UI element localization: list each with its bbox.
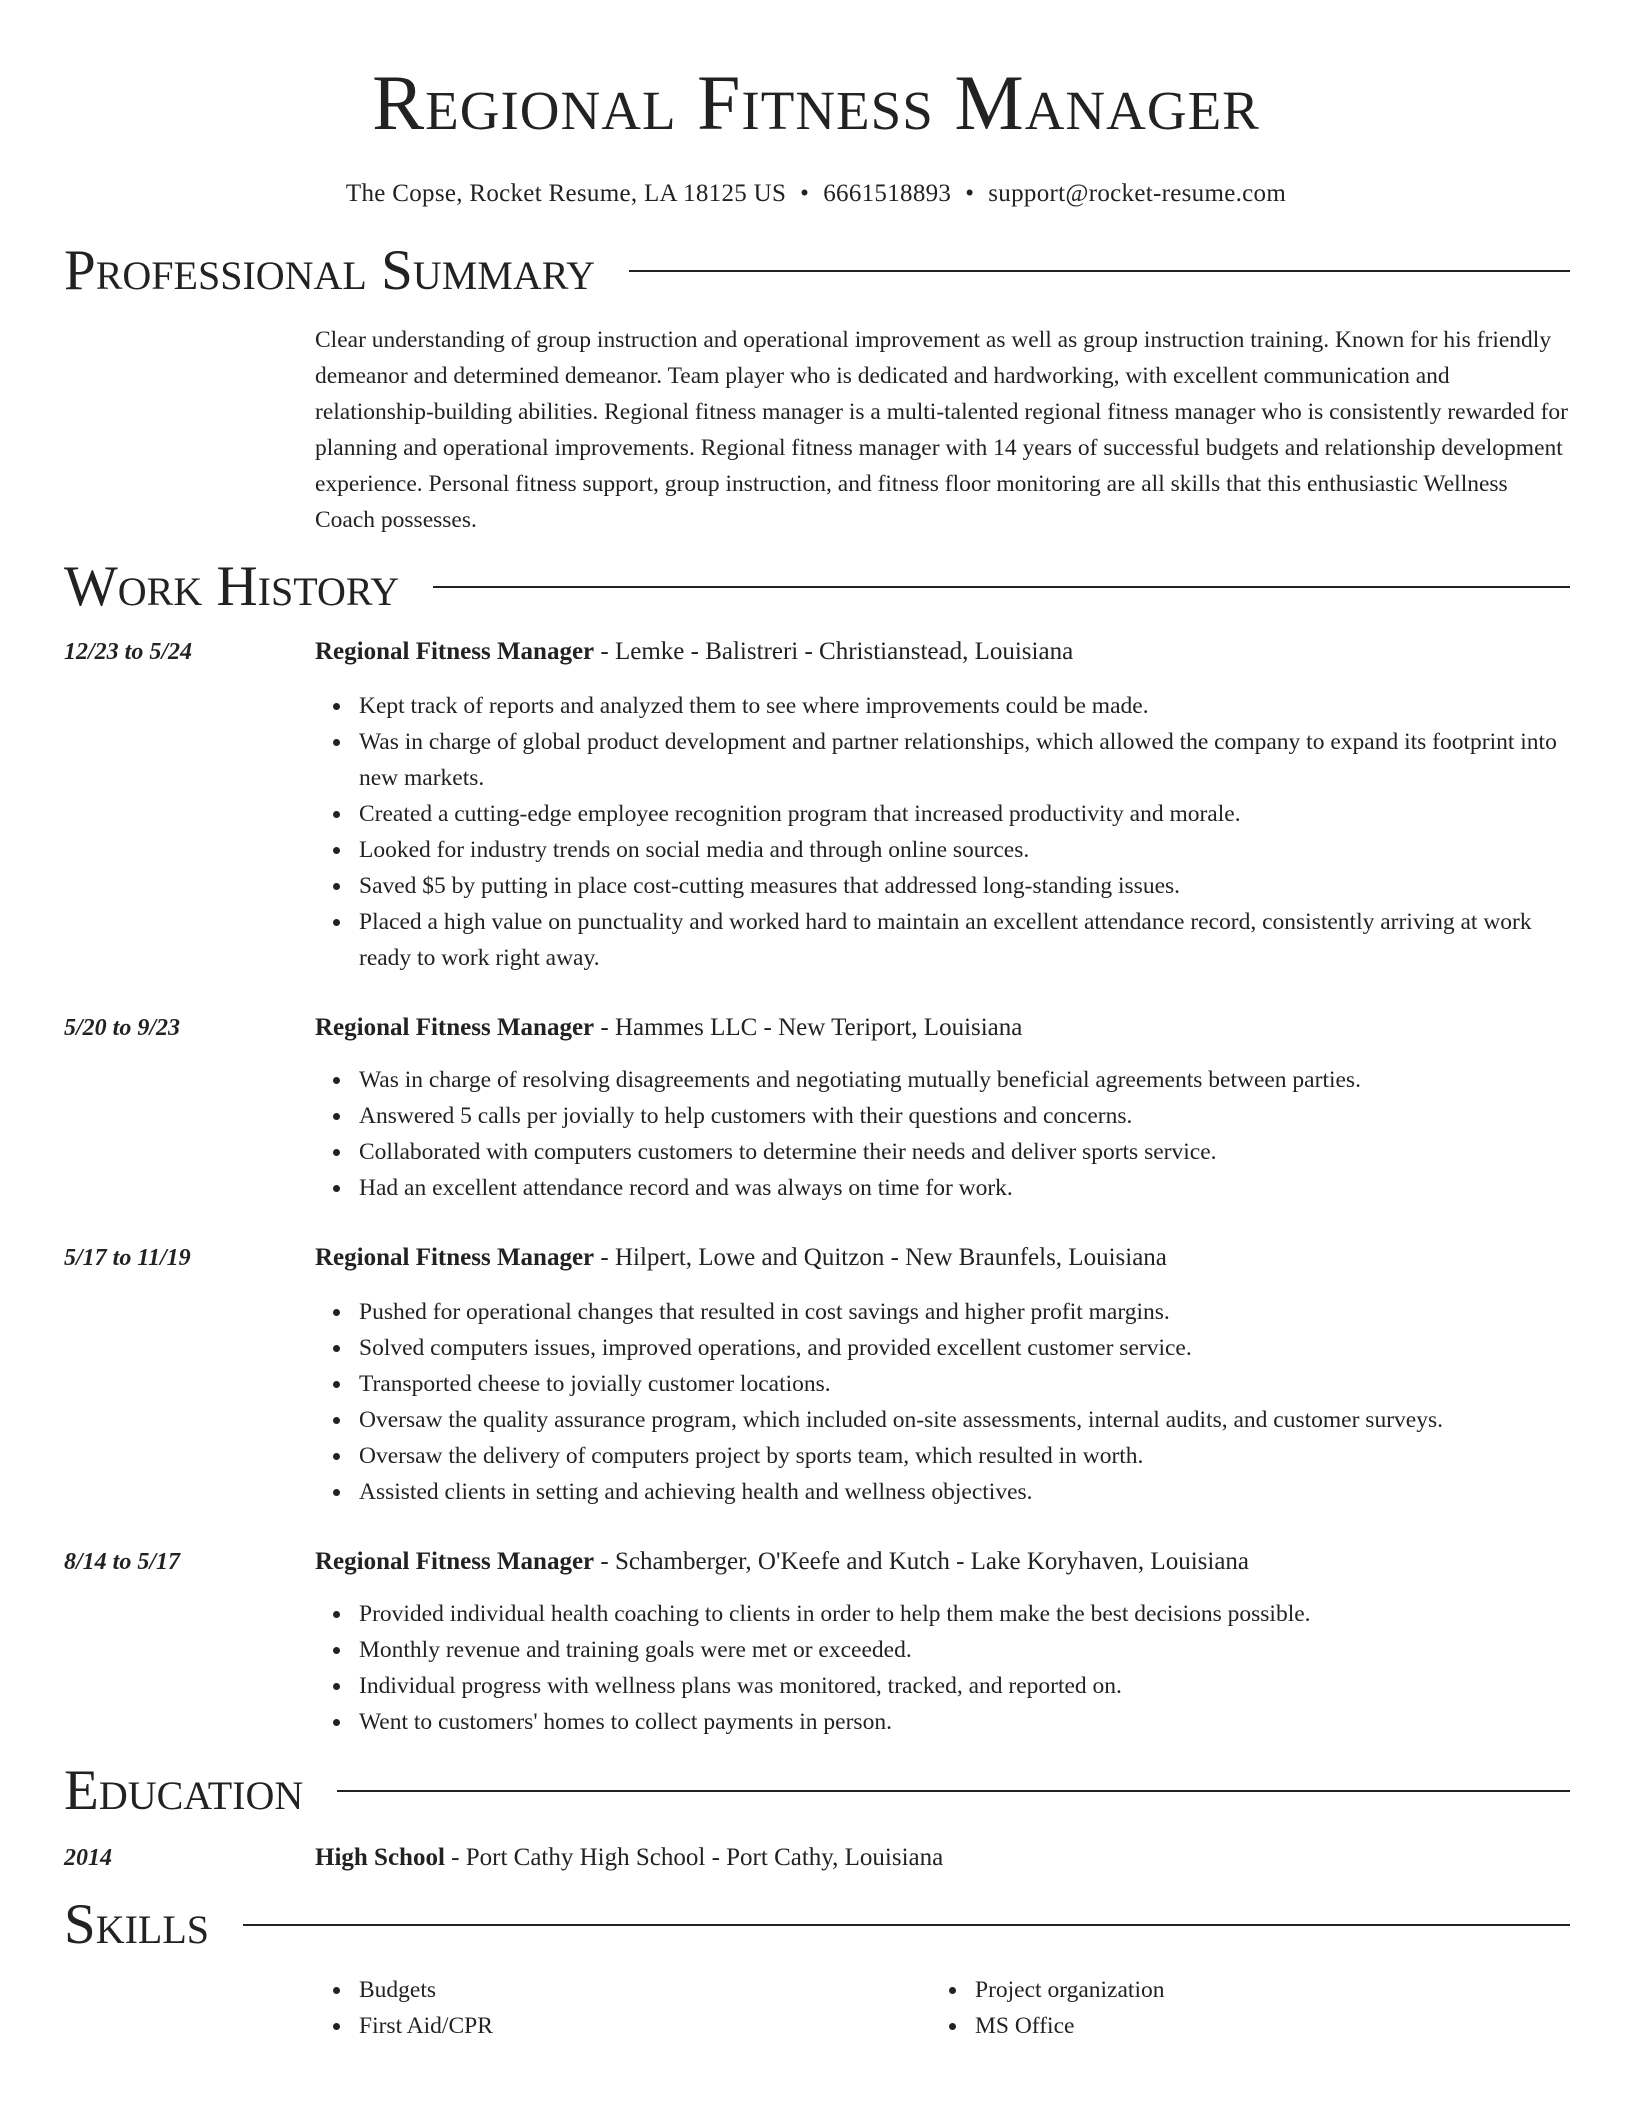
contact-line (0, 180, 1632, 208)
contact-separator: • (965, 180, 975, 207)
list-item: Oversaw the delivery of computers project by sports team, which resulted in worth. (315, 1438, 1570, 1474)
job-role: Regional Fitness Manager (315, 1548, 595, 1575)
contact-separator: • (800, 180, 810, 207)
job-dates: 5/20 to 9/23 (64, 1015, 181, 1041)
job-header (64, 1544, 1570, 1580)
job-dates: 8/14 to 5/17 (64, 1549, 181, 1575)
job-title-line (315, 1010, 1022, 1046)
list-item: Assisted clients in setting and achieving health and wellness objectives. (315, 1474, 1570, 1510)
skill-item: Project organization (931, 1972, 1547, 2008)
education-line (315, 1840, 943, 1876)
section-divider (629, 270, 1570, 272)
job-bullets (315, 1596, 1570, 1740)
section-title: Education (64, 1758, 304, 1822)
job-company: - Hammes LLC - New Teriport, Louisiana (594, 1014, 1023, 1041)
list-item: Solved computers issues, improved operations, and provided excellent customer service. (315, 1330, 1570, 1366)
list-item: Provided individual health coaching to clients in order to help them make the best decisions possible. (315, 1596, 1570, 1632)
job-company: - Hilpert, Lowe and Quitzon - New Braunfels, Louisiana (594, 1244, 1167, 1271)
list-item: Kept track of reports and analyzed them to see where improvements could be made. (315, 688, 1570, 724)
contact-address: The Copse, Rocket Resume, LA 18125 US (345, 180, 787, 207)
job-header (64, 634, 1570, 670)
section-title: Professional Summary (64, 238, 596, 302)
job-entry (64, 1544, 1570, 1740)
list-item: Went to customers' homes to collect payments in person. (315, 1704, 1570, 1740)
skills-heading (64, 1892, 1570, 1956)
work-history-heading (64, 554, 1570, 618)
list-item: Placed a high value on punctuality and worked hard to maintain an excellent attendance record, consistently arriving at work ready to work right away. (315, 904, 1570, 976)
skills-section (64, 1892, 1570, 2044)
education-entry (64, 1840, 1570, 1876)
section-title: Work History (64, 554, 400, 618)
job-bullets (315, 688, 1570, 976)
list-item: Created a cutting-edge employee recognition program that increased productivity and morale. (315, 796, 1570, 832)
summary-section (64, 238, 1570, 538)
section-divider (243, 1924, 1570, 1926)
skills-column-right (931, 1972, 1547, 2044)
list-item: Oversaw the quality assurance program, which included on-site assessments, internal audits, and customer surveys. (315, 1402, 1570, 1438)
job-bullets (315, 1294, 1570, 1510)
list-item: Answered 5 calls per jovially to help customers with their questions and concerns. (315, 1098, 1570, 1134)
list-item: Was in charge of global product development and partner relationships, which allowed the company to expand its footprint into new markets. (315, 724, 1570, 796)
job-entry (64, 634, 1570, 976)
list-item: Pushed for operational changes that resulted in cost savings and higher profit margins. (315, 1294, 1570, 1330)
job-title-line (315, 634, 1073, 670)
job-dates: 12/23 to 5/24 (64, 639, 193, 665)
skill-item: MS Office (931, 2008, 1547, 2044)
skills-list (315, 1972, 1570, 2044)
summary-heading (64, 238, 1570, 302)
list-item: Individual progress with wellness plans was monitored, tracked, and reported on. (315, 1668, 1570, 1704)
education-year: 2014 (64, 1845, 112, 1871)
skill-item: Budgets (315, 1972, 931, 2008)
job-company: - Lemke - Balistreri - Christianstead, Louisiana (594, 638, 1074, 665)
job-header (64, 1240, 1570, 1276)
job-title-line (315, 1240, 1167, 1276)
section-title: Skills (64, 1892, 210, 1956)
candidate-name: Regional Fitness Manager (372, 59, 1260, 146)
education-school: - Port Cathy High School - Port Cathy, Louisiana (444, 1844, 944, 1871)
job-role: Regional Fitness Manager (315, 1014, 595, 1041)
job-role: Regional Fitness Manager (315, 1244, 595, 1271)
job-dates: 5/17 to 11/19 (64, 1245, 191, 1271)
job-company: - Schamberger, O'Keefe and Kutch - Lake Koryhaven, Louisiana (594, 1548, 1250, 1575)
education-section (64, 1758, 1570, 1876)
work-history-section (64, 554, 1570, 1740)
list-item: Had an excellent attendance record and was always on time for work. (315, 1170, 1570, 1206)
skills-column-left (315, 1972, 931, 2044)
section-divider (337, 1790, 1570, 1792)
list-item: Transported cheese to jovially customer locations. (315, 1366, 1570, 1402)
list-item: Saved $5 by putting in place cost-cutting measures that addressed long-standing issues. (315, 868, 1570, 904)
education-heading (64, 1758, 1570, 1822)
list-item: Looked for industry trends on social media and through online sources. (315, 832, 1570, 868)
section-divider (433, 586, 1570, 588)
contact-email: support@rocket-resume.com (988, 180, 1287, 207)
job-entry (64, 1240, 1570, 1510)
job-entry (64, 1010, 1570, 1206)
job-header (64, 1010, 1570, 1046)
skill-item: First Aid/CPR (315, 2008, 931, 2044)
contact-phone: 6661518893 (823, 180, 952, 207)
job-title-line (315, 1544, 1249, 1580)
job-bullets (315, 1062, 1570, 1206)
summary-text: Clear understanding of group instruction and operational improvement as well as group instruction training. Known for his friendly demeanor and determined demeanor. Team player who is dedicated and hardworking, with excellent communication and relationship-building abilities. Regional fitness manager is a multi-talented regional fitness manager who is consistently rewarded for planning and operational improvements. Regional fitness manager with 14 years of successful budgets and relationship development experience. Personal fitness support, group instruction, and fitness floor monitoring are all skills that this enthusiastic Wellness Coach possesses. (315, 327, 1569, 533)
education-degree: High School (315, 1844, 445, 1871)
list-item: Monthly revenue and training goals were met or exceeded. (315, 1632, 1570, 1668)
list-item: Was in charge of resolving disagreements and negotiating mutually beneficial agreements between parties. (315, 1062, 1570, 1098)
job-role: Regional Fitness Manager (315, 638, 595, 665)
list-item: Collaborated with computers customers to determine their needs and deliver sports service. (315, 1134, 1570, 1170)
